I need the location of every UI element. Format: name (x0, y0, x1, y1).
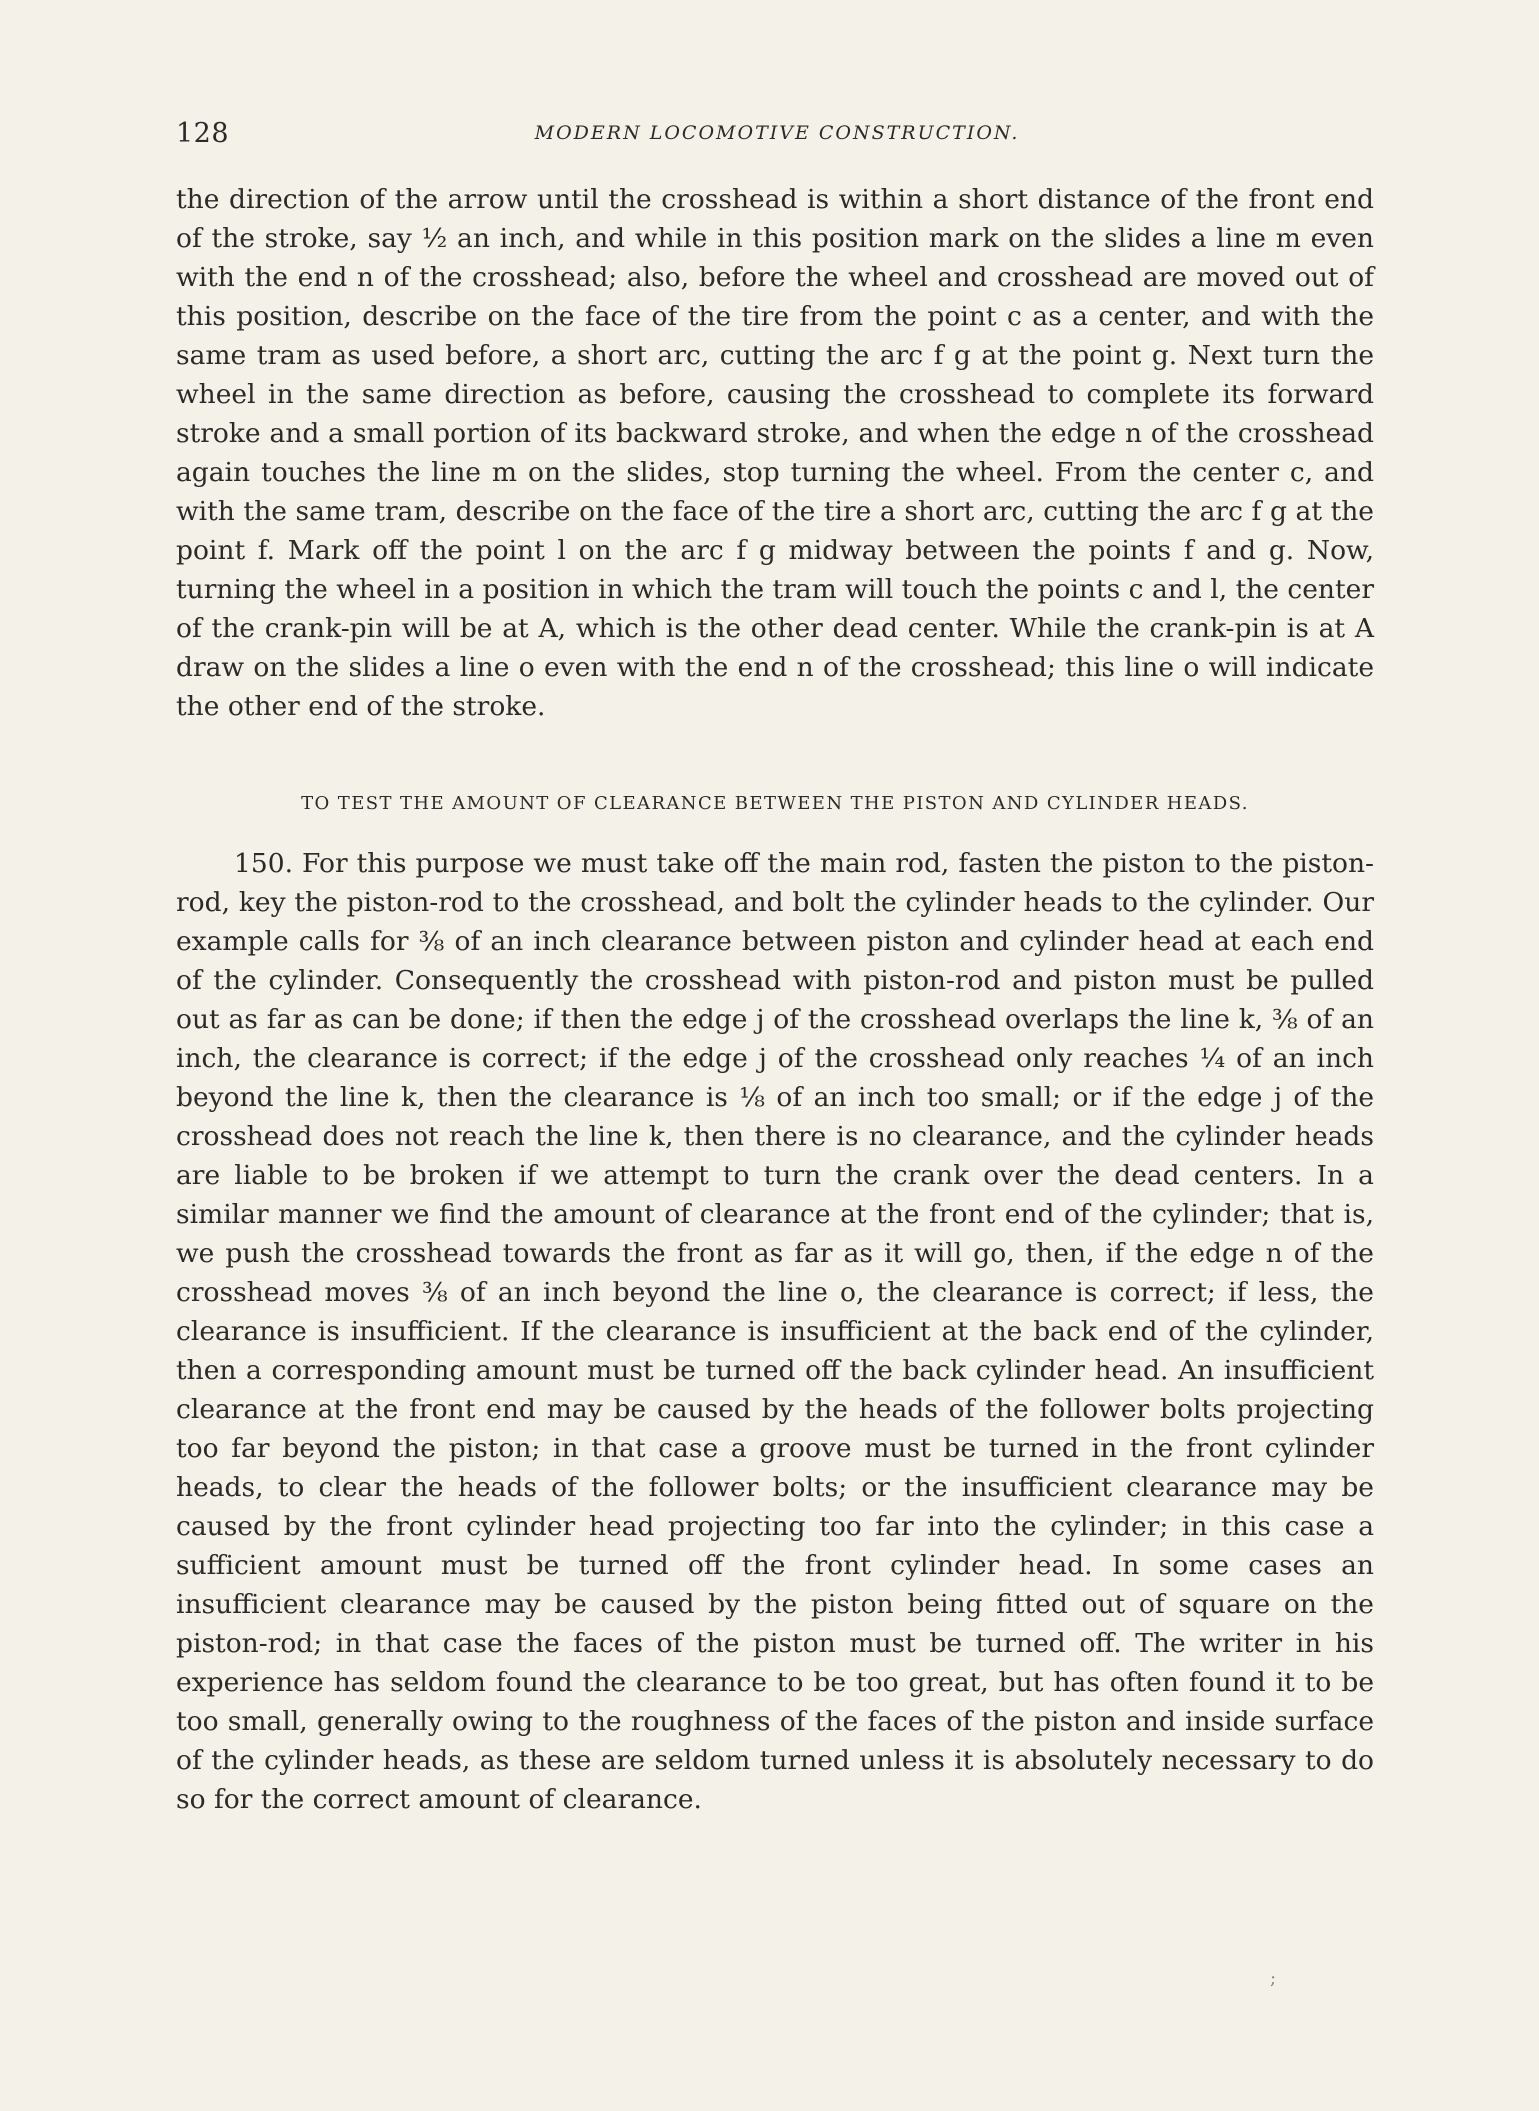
paragraph-150: 150. For this purpose we must take off the main rod, fasten the piston to the piston-rod, key the piston-rod to the crosshead, and bolt the cylinder heads to the cylinder. Our example calls for ⅜ of an inch clearance between piston and cylinder head at each end of the cylinder. Consequently the crosshead with piston-rod and piston must be pulled out as far as can be done; if then the edge j of the crosshead overlaps the line k, ⅜ of an inch, the clearance is correct; if the edge j of the crosshead only reaches ¼ of an inch beyond the line k, then the clearance is ⅛ of an inch too small; or if the edge j of the crosshead does not reach the line k, then there is no clearance, and the cylinder heads are liable to be broken if we attempt to turn the crank over the dead centers. In a similar manner we find the amount of clearance at the front end of the cylinder; that is, we push the crosshead towards the front as far as it will go, then, if the edge n of the crosshead moves ⅜ of an inch beyond the line o, the clearance is correct; if less, the clearance is insufficient. If the clearance is insufficient at the back end of the cylinder, then a corresponding amount must be turned off the back cylinder head. An insufficient clearance at the front end may be caused by the heads of the follower bolts projecting too far beyond the piston; in that case a groove must be turned in the front cylinder heads, to clear the heads of the follower bolts; or the insufficient clearance may be caused by the front cylinder head projecting too far into the cylinder; in this case a sufficient amount must be turned off the front cylinder head. In some cases an insufficient clearance may be caused by the piston being fitted out of square on the piston-rod; in that case the faces of the piston must be turned off. The writer in his experience has seldom found the clearance to be too great, but has often found it to be too small, generally owing to the roughness of the faces of the piston and inside surface of the cylinder heads, as these are seldom turned unless it is absolutely necessary to do so for the correct amount of clearance. (176, 848, 1374, 1815)
page-number: 128 (176, 118, 230, 149)
section-heading: TO TEST THE AMOUNT OF CLEARANCE BETWEEN THE PISTON AND CYLINDER HEADS. (301, 793, 1249, 814)
paragraph-continued: the direction of the arrow until the crosshead is within a short distance of the front end of the stroke, say ½ an inch, and while in this position mark on the slides a line m even with the end n of the crosshead; also, before the wheel and crosshead are moved out of this position, describe on the face of the tire from the point c as a center, and with the same tram as used before, a short arc, cutting the arc f g at the point g. Next turn the wheel in the same direction as before, causing the crosshead to complete its forward stroke and a small portion of its backward stroke, and when the edge n of the crosshead again touches the line m on the slides, stop turning the wheel. From the center c, and with the same tram, describe on the face of the tire a short arc, cutting the arc f g at the point f. Mark off the point l on the arc f g midway between the points f and g. Now, turning the wheel in a position in which the tram will touch the points c and l, the center of the crank-pin will be at A, which is the other dead center. While the crank-pin is at A draw on the slides a line o even with the end n of the crosshead; this line o will indicate the other end of the stroke. (176, 184, 1374, 722)
running-title: MODERN LOCOMOTIVE CONSTRUCTION. (534, 122, 1020, 144)
stray-mark: ; (1270, 1968, 1277, 1989)
running-head (176, 118, 1378, 158)
